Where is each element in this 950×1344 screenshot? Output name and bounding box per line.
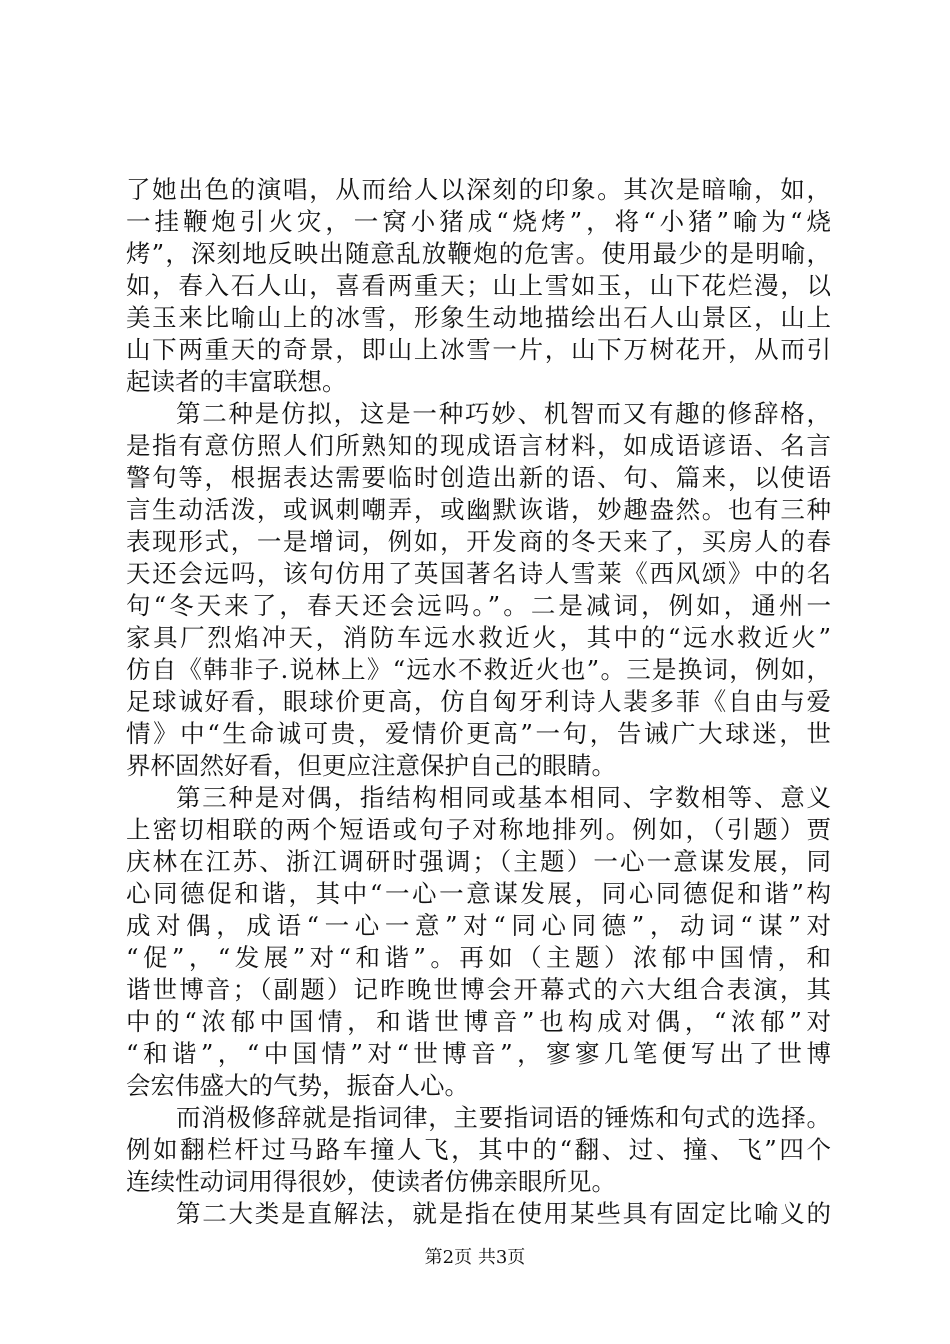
text-line: 了她出色的演唱，从而给人以深刻的印象。其次是暗喻，如， xyxy=(126,175,831,204)
text-line: 心同德促和谐，其中“一心一意谋发展，同心同德促和谐”构 xyxy=(126,879,831,908)
text-line: 会宏伟盛大的气势，振奋人心。 xyxy=(126,1071,469,1100)
text-line: 山下两重天的奇景，即山上冰雪一片，山下万树花开，从而引 xyxy=(126,335,831,364)
text-line: 例如翻栏杆过马路车撞人飞，其中的“翻、过、撞、飞”四个 xyxy=(126,1135,831,1164)
text-line: 如，春入石人山，喜看两重天；山上雪如玉，山下花烂漫，以 xyxy=(126,271,831,300)
text-line: 起读者的丰富联想。 xyxy=(126,367,347,396)
text-line: 谐世博音；（副题）记昨晚世博会开幕式的六大组合表演，其 xyxy=(126,975,831,1004)
paragraph-first-line: 第二大类是直解法，就是指在使用某些具有固定比喻义的 xyxy=(176,1199,831,1228)
text-line: 言生动活泼，或讽刺嘲弄，或幽默诙谐，妙趣盎然。也有三种 xyxy=(126,495,831,524)
text-line: 足球诚好看，眼球价更高，仿自匈牙利诗人裴多菲《自由与爱 xyxy=(126,687,831,716)
text-line: 天还会远吗，该句仿用了英国著名诗人雪莱《西风颂》中的名 xyxy=(126,559,831,588)
paragraph-first-line: 第三种是对偶，指结构相同或基本相同、字数相等、意义 xyxy=(176,783,831,812)
text-line: 表现形式，一是增词，例如，开发商的冬天来了，买房人的春 xyxy=(126,527,831,556)
text-line: 庆林在江苏、浙江调研时强调；（主题）一心一意谋发展，同 xyxy=(126,847,831,876)
text-line: 中的“浓郁中国情，和谐世博音”也构成对偶，“浓郁”对 xyxy=(126,1007,831,1036)
text-line: 情》中“生命诚可贵，爱情价更高”一句，告诫广大球迷，世 xyxy=(126,719,831,748)
text-line: 家具厂烈焰冲天，消防车远水救近火，其中的“远水救近火” xyxy=(126,623,831,652)
text-line: “和谐”，“中国情”对“世博音”，寥寥几笔便写出了世博 xyxy=(126,1039,831,1068)
text-line: 界杯固然好看，但更应注意保护自己的眼睛。 xyxy=(126,751,616,780)
text-line: 连续性动词用得很妙，使读者仿佛亲眼所见。 xyxy=(126,1167,616,1196)
text-line: 是指有意仿照人们所熟知的现成语言材料，如成语谚语、名言 xyxy=(126,431,831,460)
text-line: 烤”，深刻地反映出随意乱放鞭炮的危害。使用最少的是明喻， xyxy=(126,239,831,268)
text-line: 句“冬天来了，春天还会远吗。”。二是减词，例如，通州一 xyxy=(126,591,831,620)
text-line: 仿自《韩非子.说林上》“远水不救近火也”。三是换词，例如， xyxy=(126,655,831,684)
text-line: 一挂鞭炮引火灾，一窝小猪成“烧烤”，将“小猪”喻为“烧 xyxy=(126,207,831,236)
text-line: 警句等，根据表达需要临时创造出新的语、句、篇来，以使语 xyxy=(126,463,831,492)
text-line: 成对偶，成语“一心一意”对“同心同德”，动词“谋”对 xyxy=(126,911,831,940)
text-line: “促”，“发展”对“和谐”。再如（主题）浓郁中国情，和 xyxy=(126,943,831,972)
paragraph-first-line: 第二种是仿拟，这是一种巧妙、机智而又有趣的修辞格， xyxy=(176,399,831,428)
page-footer: 第2页 共3页 xyxy=(424,1247,526,1268)
text-line: 上密切相联的两个短语或句子对称地排列。例如，（引题）贾 xyxy=(126,815,831,844)
paragraph-first-line: 而消极修辞就是指词律，主要指词语的锤炼和句式的选择。 xyxy=(176,1103,831,1132)
text-line: 美玉来比喻山上的冰雪，形象生动地描绘出石人山景区，山上 xyxy=(126,303,831,332)
